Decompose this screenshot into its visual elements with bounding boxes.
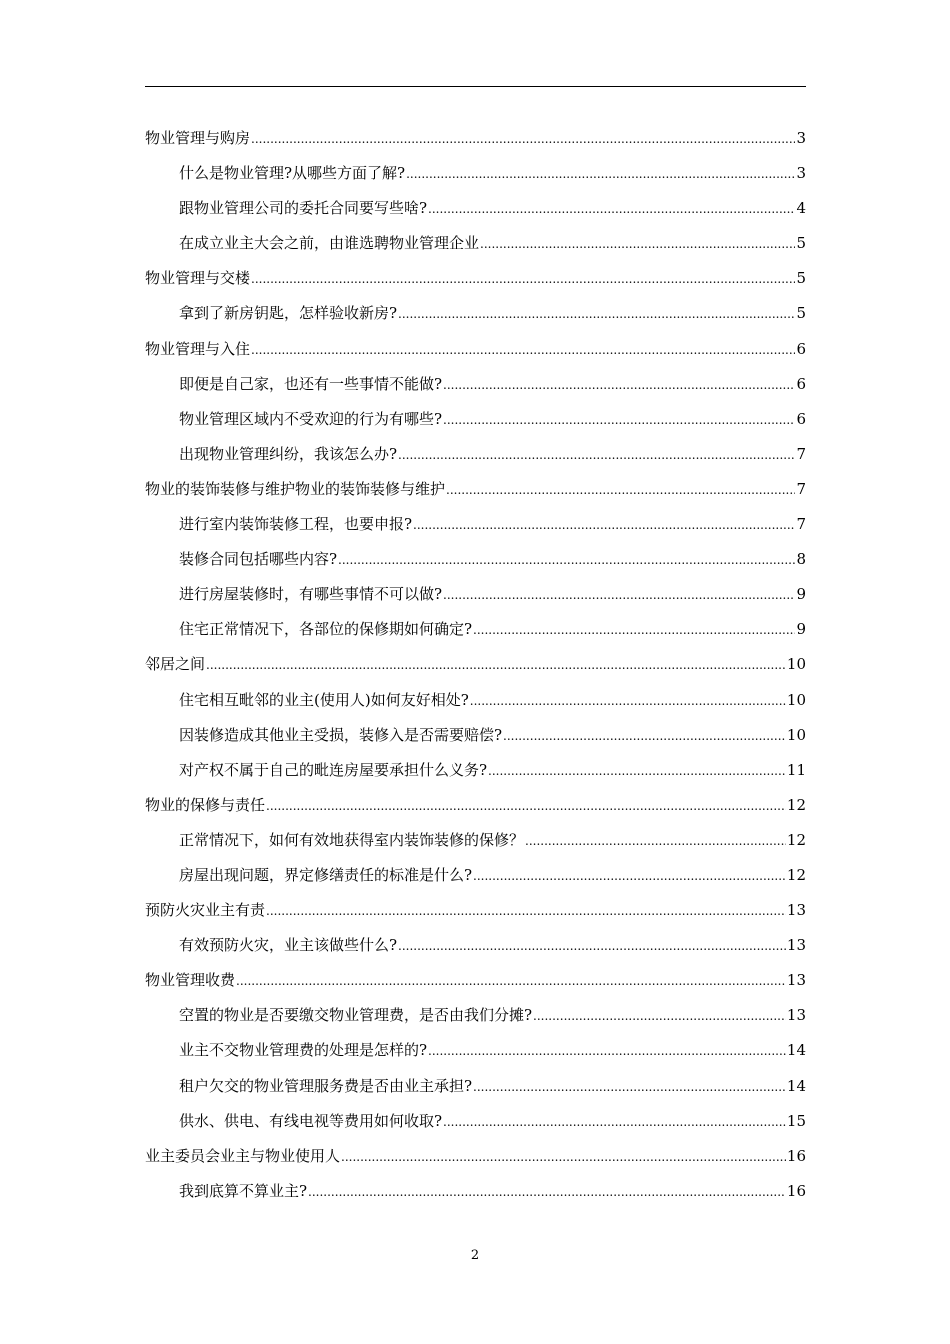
toc-entry-title: 空置的物业是否要缴交物业管理费，是否由我们分摊?: [179, 1006, 533, 1025]
toc-dot-leader: [443, 577, 795, 613]
toc-subsection-entry[interactable]: [145, 296, 806, 331]
toc-entry-page-number: 13: [786, 971, 806, 990]
toc-entry-title: 什么是物业管理?从哪些方面了解?: [179, 164, 406, 183]
toc-dot-leader: [525, 823, 786, 859]
toc-entry-page-number: 6: [796, 374, 806, 393]
toc-entry-page-number: 14: [786, 1076, 806, 1095]
toc-entry-title: 物业管理与交楼: [145, 269, 251, 288]
toc-section-entry[interactable]: [145, 332, 806, 367]
toc-entry-page-number: 6: [796, 339, 806, 358]
toc-entry-page-number: 16: [786, 1146, 806, 1165]
toc-subsection-entry[interactable]: [145, 612, 806, 647]
toc-subsection-entry[interactable]: [145, 437, 806, 472]
toc-entry-title: 对产权不属于自己的毗连房屋要承担什么义务?: [179, 760, 488, 779]
toc-entry-page-number: 4: [796, 199, 806, 218]
toc-subsection-entry[interactable]: [145, 226, 806, 261]
toc-entry-page-number: 7: [796, 515, 806, 534]
toc-entry-title: 在成立业主大会之前，由谁选聘物业管理企业: [179, 234, 480, 253]
toc-dot-leader: [251, 332, 795, 368]
toc-entry-title: 物业管理区域内不受欢迎的行为有哪些?: [179, 409, 443, 428]
toc-dot-leader: [341, 1139, 786, 1175]
toc-subsection-entry[interactable]: [145, 823, 806, 858]
toc-dot-leader: [473, 858, 786, 894]
page-number: 2: [470, 1248, 480, 1263]
toc-entry-page-number: 3: [796, 164, 806, 183]
toc-entry-page-number: 13: [786, 901, 806, 920]
toc-subsection-entry[interactable]: [145, 1104, 806, 1139]
toc-dot-leader: [266, 893, 786, 929]
toc-entry-title: 住宅相互毗邻的业主(使用人)如何友好相处?: [179, 690, 469, 709]
toc-dot-leader: [443, 367, 795, 403]
toc-entry-page-number: 15: [786, 1111, 806, 1130]
toc-subsection-entry[interactable]: [145, 577, 806, 612]
toc-dot-leader: [428, 191, 795, 227]
toc-subsection-entry[interactable]: [145, 1033, 806, 1068]
toc-dot-leader: [443, 1104, 786, 1140]
toc-subsection-entry[interactable]: [145, 191, 806, 226]
toc-dot-leader: [398, 928, 786, 964]
toc-entry-page-number: 13: [786, 936, 806, 955]
toc-entry-title: 物业的保修与责任: [145, 795, 266, 814]
toc-subsection-entry[interactable]: [145, 402, 806, 437]
toc-entry-title: 物业的装饰装修与维护物业的装饰装修与维护: [145, 479, 446, 498]
toc-section-entry[interactable]: [145, 893, 806, 928]
toc-subsection-entry[interactable]: [145, 367, 806, 402]
toc-subsection-entry[interactable]: [145, 156, 806, 191]
toc-entry-title: 正常情况下，如何有效地获得室内装饰装修的保修？: [179, 830, 525, 849]
toc-dot-leader: [236, 963, 786, 999]
toc-subsection-entry[interactable]: [145, 1069, 806, 1104]
toc-entry-title: 进行房屋装修时，有哪些事情不可以做?: [179, 585, 443, 604]
toc-section-entry[interactable]: [145, 121, 806, 156]
toc-section-entry[interactable]: [145, 472, 806, 507]
toc-entry-page-number: 7: [796, 444, 806, 463]
toc-dot-leader: [406, 156, 795, 192]
toc-section-entry[interactable]: [145, 788, 806, 823]
toc-subsection-entry[interactable]: [145, 507, 806, 542]
toc-entry-title: 跟物业管理公司的委托合同要写些啥?: [179, 199, 428, 218]
toc-subsection-entry[interactable]: [145, 928, 806, 963]
toc-subsection-entry[interactable]: [145, 683, 806, 718]
toc-entry-page-number: 11: [786, 760, 806, 779]
toc-dot-leader: [443, 402, 795, 438]
toc-entry-title: 因装修造成其他业主受损，装修入是否需要赔偿?: [179, 725, 503, 744]
toc-subsection-entry[interactable]: [145, 1174, 806, 1209]
toc-entry-title: 供水、供电、有线电视等费用如何收取?: [179, 1111, 443, 1130]
toc-subsection-entry[interactable]: [145, 858, 806, 893]
toc-entry-title: 住宅正常情况下，各部位的保修期如何确定?: [179, 620, 473, 639]
toc-dot-leader: [398, 437, 795, 473]
toc-entry-title: 有效预防火灾，业主该做些什么?: [179, 936, 398, 955]
toc-subsection-entry[interactable]: [145, 718, 806, 753]
toc-entry-title: 装修合同包括哪些内容?: [179, 550, 338, 569]
header-rule: [145, 86, 806, 87]
toc-entry-title: 邻居之间: [145, 655, 206, 674]
table-of-contents: [145, 121, 806, 1209]
toc-dot-leader: [446, 472, 795, 508]
toc-entry-title: 租户欠交的物业管理服务费是否由业主承担?: [179, 1076, 473, 1095]
toc-entry-page-number: 12: [786, 865, 806, 884]
toc-entry-page-number: 5: [796, 304, 806, 323]
toc-dot-leader: [473, 612, 795, 648]
toc-dot-leader: [398, 296, 795, 332]
toc-entry-page-number: 6: [796, 409, 806, 428]
toc-entry-title: 业主不交物业管理费的处理是怎样的?: [179, 1041, 428, 1060]
toc-entry-title: 拿到了新房钥匙，怎样验收新房?: [179, 304, 398, 323]
toc-dot-leader: [488, 753, 786, 789]
toc-dot-leader: [266, 788, 786, 824]
toc-dot-leader: [413, 507, 795, 543]
toc-entry-page-number: 10: [786, 655, 806, 674]
toc-entry-page-number: 12: [786, 830, 806, 849]
toc-entry-title: 我到底算不算业主?: [179, 1181, 308, 1200]
toc-entry-title: 进行室内装饰装修工程，也要申报?: [179, 515, 413, 534]
toc-entry-page-number: 9: [796, 585, 806, 604]
toc-dot-leader: [533, 998, 786, 1034]
toc-entry-page-number: 5: [796, 234, 806, 253]
toc-entry-page-number: 16: [786, 1181, 806, 1200]
toc-dot-leader: [308, 1174, 786, 1210]
toc-section-entry[interactable]: [145, 963, 806, 998]
toc-entry-page-number: 7: [796, 479, 806, 498]
toc-dot-leader: [428, 1033, 786, 1069]
toc-dot-leader: [473, 1069, 786, 1105]
toc-subsection-entry[interactable]: [145, 542, 806, 577]
toc-entry-page-number: 3: [796, 129, 806, 147]
toc-entry-title: 物业管理与入住: [145, 339, 251, 358]
toc-entry-page-number: 14: [786, 1041, 806, 1060]
toc-entry-title: 业主委员会业主与物业使用人: [145, 1146, 341, 1165]
toc-dot-leader: [470, 683, 786, 719]
toc-entry-page-number: 9: [796, 620, 806, 639]
toc-entry-title: 即便是自己家，也还有一些事情不能做?: [179, 374, 443, 393]
toc-dot-leader: [338, 542, 795, 578]
toc-entry-page-number: 10: [786, 725, 806, 744]
toc-section-entry[interactable]: [145, 647, 806, 682]
toc-dot-leader: [251, 261, 795, 297]
toc-entry-title: 房屋出现问题，界定修缮责任的标准是什么?: [179, 865, 473, 884]
toc-entry-title: 出现物业管理纠纷，我该怎么办?: [179, 444, 398, 463]
toc-section-entry[interactable]: [145, 1139, 806, 1174]
toc-entry-page-number: 13: [786, 1006, 806, 1025]
toc-dot-leader: [251, 121, 795, 157]
toc-entry-title: 物业管理与购房: [145, 129, 251, 147]
toc-section-entry[interactable]: [145, 261, 806, 296]
toc-subsection-entry[interactable]: [145, 998, 806, 1033]
toc-dot-leader: [206, 647, 786, 683]
toc-entry-page-number: 12: [786, 795, 806, 814]
toc-entry-title: 物业管理收费: [145, 971, 236, 990]
toc-entry-page-number: 10: [786, 690, 806, 709]
toc-subsection-entry[interactable]: [145, 753, 806, 788]
toc-entry-page-number: 5: [796, 269, 806, 288]
toc-entry-title: 预防火灾业主有责: [145, 901, 266, 920]
toc-entry-page-number: 8: [796, 550, 806, 569]
toc-dot-leader: [480, 226, 795, 262]
toc-dot-leader: [503, 718, 786, 754]
